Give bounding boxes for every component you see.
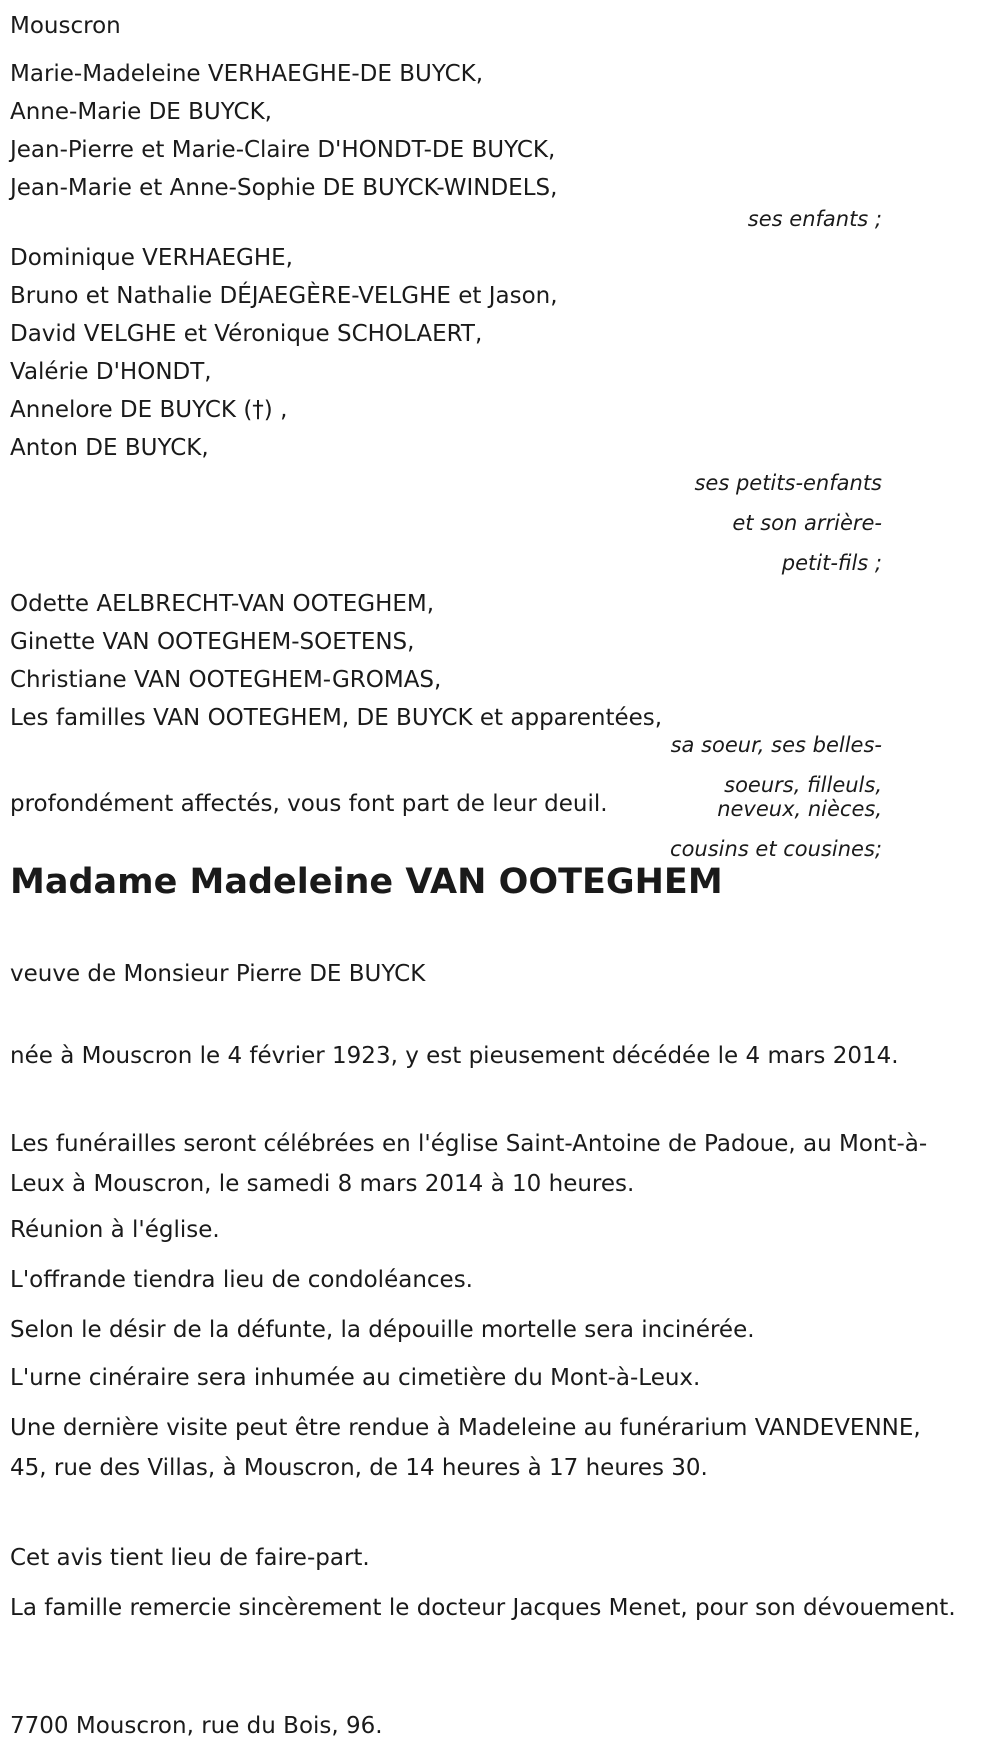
grandchildren-role: ses petits-enfants bbox=[694, 471, 882, 495]
closing-line: profondément affectés, vous font part de leur deuil. bbox=[10, 791, 608, 817]
detail-paragraph: née à Mouscron le 4 février 1923, y est pieusement décédée le 4 mars 2014. bbox=[10, 1043, 899, 1069]
detail-paragraph: Selon le désir de la défunte, la dépouille mortelle sera incinérée. bbox=[10, 1317, 755, 1343]
child-name: Jean-Marie et Anne-Sophie DE BUYCK-WINDELS, bbox=[10, 175, 558, 201]
child-name: Marie-Madeleine VERHAEGHE-DE BUYCK, bbox=[10, 61, 484, 87]
family-role: soeurs, filleuls, bbox=[724, 773, 882, 797]
family-role: cousins et cousines; bbox=[670, 837, 882, 861]
detail-paragraph: Une dernière visite peut être rendue à Madeleine au funérarium VANDEVENNE, 45, rue des Villas, à Mouscron, de 14 heures à 17 heures 30. bbox=[10, 1415, 921, 1481]
family-role: sa soeur, ses belles- bbox=[670, 733, 882, 757]
family-name: Les familles VAN OOTEGHEM, DE BUYCK et apparentées, bbox=[10, 705, 663, 731]
widow-of: veuve de Monsieur Pierre DE BUYCK bbox=[10, 961, 426, 987]
grandchildren-role: et son arrière- bbox=[732, 511, 882, 535]
detail-paragraph: La famille remercie sincèrement le docteur Jacques Menet, pour son dévouement. bbox=[10, 1595, 956, 1621]
grandchild-name: Annelore DE BUYCK (†) , bbox=[10, 397, 288, 423]
grandchild-name: Valérie D'HONDT, bbox=[10, 359, 212, 385]
detail-paragraph: Réunion à l'église. bbox=[10, 1217, 220, 1243]
family-name: Odette AELBRECHT-VAN OOTEGHEM, bbox=[10, 591, 435, 617]
child-name: Anne-Marie DE BUYCK, bbox=[10, 99, 272, 125]
deceased-name: Madame Madeleine VAN OOTEGHEM bbox=[10, 862, 723, 902]
grandchild-name: Dominique VERHAEGHE, bbox=[10, 245, 293, 271]
family-name: Ginette VAN OOTEGHEM-SOETENS, bbox=[10, 629, 415, 655]
grandchild-name: Anton DE BUYCK, bbox=[10, 435, 209, 461]
detail-paragraph: L'offrande tiendra lieu de condoléances. bbox=[10, 1267, 473, 1293]
grandchildren-role: petit-fils ; bbox=[781, 551, 882, 575]
detail-paragraph: Les funérailles seront célébrées en l'église Saint-Antoine de Padoue, au Mont-à-Leux à Mouscron, le samedi 8 mars 2014 à 10 heures. bbox=[10, 1131, 928, 1197]
detail-paragraph: L'urne cinéraire sera inhumée au cimetière du Mont-à-Leux. bbox=[10, 1365, 701, 1391]
child-name: Jean-Pierre et Marie-Claire D'HONDT-DE BUYCK, bbox=[10, 137, 556, 163]
grandchild-name: David VELGHE et Véronique SCHOLAERT, bbox=[10, 321, 483, 347]
family-name: Christiane VAN OOTEGHEM-GROMAS, bbox=[10, 667, 442, 693]
family-role: neveux, nièces, bbox=[717, 797, 882, 821]
address: 7700 Mouscron, rue du Bois, 96. bbox=[10, 1713, 383, 1739]
children-role: ses enfants ; bbox=[747, 207, 882, 231]
grandchild-name: Bruno et Nathalie DÉJAEGÈRE-VELGHE et Jason, bbox=[10, 283, 558, 309]
city-heading: Mouscron bbox=[10, 13, 121, 39]
detail-paragraph: Cet avis tient lieu de faire-part. bbox=[10, 1545, 370, 1571]
